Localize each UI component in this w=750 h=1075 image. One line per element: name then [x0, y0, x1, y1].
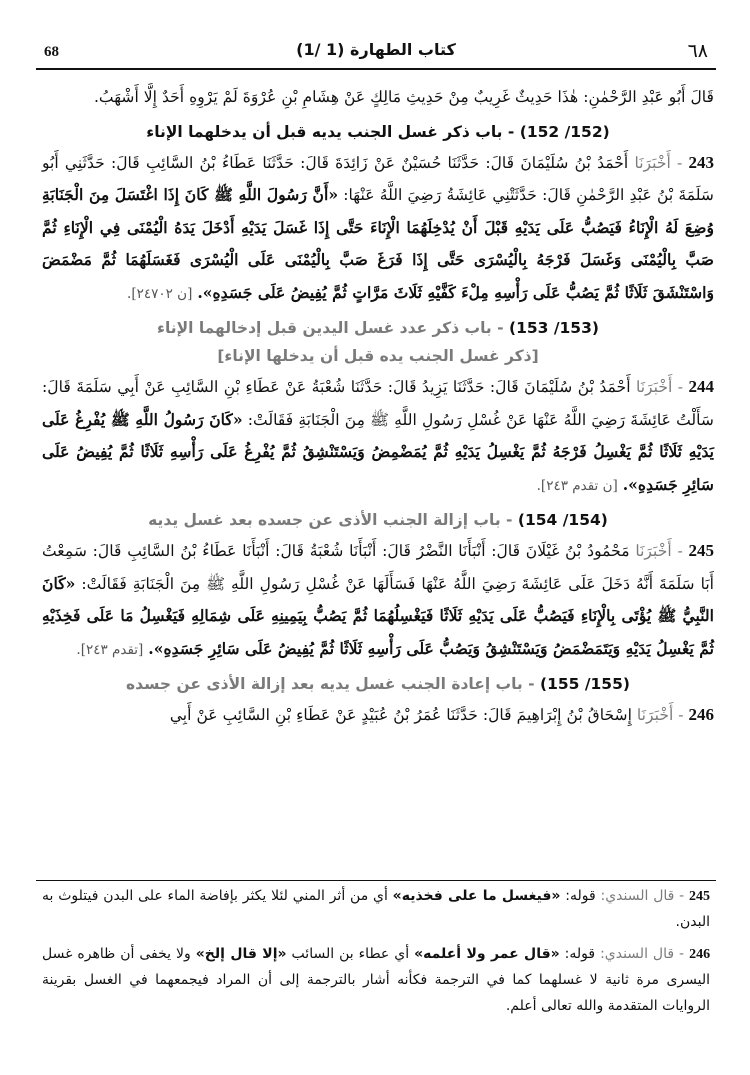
chapter-heading-155 [42, 668, 714, 700]
footnote-lead: - قال السندي: [600, 888, 685, 904]
cross-reference: [ن تقدم ٢٤٣]. [536, 477, 618, 494]
footnote-lead: - قال السندي: [600, 946, 685, 962]
chapter-title: - باب إعادة الجنب غسل يديه بعد إزالة الأذى عن جسده [126, 675, 535, 693]
footnotes [36, 880, 716, 1025]
footnote-number: 245 [689, 889, 711, 904]
isnad-text: أَحْمَدُ بْنُ سُلَيْمَانَ قَالَ: حَدَّثَنَا يَزِيدُ قَالَ: حَدَّثَنَا شُعْبَةُ عَنْ عَطَاءِ بْنِ السَّائِبِ عَنْ أَبِي سَلَمَةَ قَالَ: سَأَلْتُ عَائِشَةَ رَضِيَ اللَّهُ عَنْهَا عَنْ غُسْلِ رَسُولِ اللَّهِ ﷺ مِنَ الْجَنَابَةِ فَقَالَتْ: [42, 378, 714, 429]
hadith-244 [42, 372, 714, 502]
hadith-246 [42, 700, 714, 732]
isnad-text: إِسْحَاقُ بْنُ إِبْرَاهِيمَ قَالَ: حَدَّثَنَا عُمَرُ بْنُ عُبَيْدٍ عَنْ عَطَاءِ بْنِ السَّائِبِ عَنْ أَبِي [169, 706, 632, 724]
hadith-number: 243 [688, 152, 714, 172]
akhbarana-word: - أَخْبَرَنَا [635, 378, 684, 396]
chapter-title: - باب ذكر غسل الجنب يديه قبل أن يدخلهما الإناء [146, 122, 515, 141]
main-text [42, 82, 714, 732]
chapter-heading-154 [42, 504, 714, 536]
footnote-quote: «إلا قال إلخ» [195, 946, 287, 962]
footnote-number: 246 [689, 947, 711, 962]
chapter-title: - باب إزالة الجنب الأذى عن جسده بعد غسل يديه [148, 511, 513, 529]
footnote-text: أي من أثر المني لئلا يكثر بإفاضة الماء على البدن فيتلوث به البدن. [42, 888, 710, 930]
hadith-243 [42, 148, 714, 311]
chapter-heading-152 [42, 116, 714, 148]
intro-paragraph: قَالَ أَبُو عَبْدِ الرَّحْمٰنِ: هٰذَا حَدِيثٌ غَرِيبٌ مِنْ حَدِيثِ مَالِكٍ عَنْ هِشَامِ بْنِ عُرْوَةَ لَمْ يَرْوِهِ أَحَدٌ إِلَّا أَشْهَبُ. [93, 88, 714, 106]
footnote-quote: «فيغسل ما على فخذيه» [392, 888, 561, 904]
akhbarana-word: - أَخْبَرَنَا [635, 542, 683, 560]
footnote-245 [42, 883, 710, 935]
chapter-number: (154/ 154) [517, 511, 608, 529]
chapter-subheading-153: [ذكر غسل الجنب يده قبل أن يدخلها الإناء] [217, 347, 539, 365]
page-number-latin: 68 [44, 44, 59, 60]
chapter-title: - باب ذكر عدد غسل اليدين قبل إدخالهما الإناء [157, 319, 504, 337]
cross-reference: [تقدم ٢٤٣]. [76, 641, 144, 658]
footnote-text: أي عطاء بن السائب [291, 946, 410, 962]
running-title: (1/ 1) كتاب الطهارة [296, 40, 456, 59]
isnad-text: أَحْمَدُ بْنُ سُلَيْمَانَ قَالَ: حَدَّثَنَا حُسَيْنٌ عَنْ زَائِدَةَ قَالَ: حَدَّثَنَا عَطَاءُ بْنُ السَّائِبِ قَالَ: حَدَّثَنِي أَبُو سَلَمَةَ بْنُ عَبْدِ الرَّحْمٰنِ قَالَ: حَدَّثَتْنِي عَائِشَةُ رَضِيَ اللَّهُ عَنْهَا: [42, 153, 714, 204]
footnote-text: ولا يخفى أن ظاهره غسل اليسرى مرة ثانية لا غسلهما كما في الترجمة فكأنه أشار بالترجمة إلى أن المراد فيجمعهما في الغسل بقرينة الروايات المتقدمة والله تعالى أعلم. [42, 946, 710, 1014]
footnote-text: قوله: [564, 946, 596, 962]
chapter-number: (152/ 152) [519, 122, 610, 141]
isnad-text: مَحْمُودُ بْنُ غَيْلَانَ قَالَ: أَنْبَأَنَا النَّضْرُ قَالَ: أَنْبَأَنَا شُعْبَةُ قَالَ: أَنْبَأَنَا عَطَاءُ بْنُ السَّائِبِ قَالَ: سَمِعْتُ أَبَا سَلَمَةَ أَنَّهُ دَخَلَ عَلَى عَائِشَةَ رَضِيَ اللَّهُ عَنْهَا فَسَأَلَهَا عَنْ غُسْلِ رَسُولِ اللَّهِ ﷺ مِنَ الْجَنَابَةِ فَقَالَتْ: [42, 542, 714, 593]
hadith-number: 244 [688, 377, 714, 396]
page-header [36, 38, 716, 70]
hadith-number: 246 [688, 705, 714, 724]
hadith-quote: «كَانَ النَّبِيُّ ﷺ يُؤْتَى بِالْإِنَاءِ فَيَصُبُّ عَلَى يَدَيْهِ ثَلَاثًا فَيَغْسِلُهُمَا ثُمَّ يَصُبُّ بِيَمِينِهِ عَلَى شِمَالِهِ فَيَغْسِلُ مَا عَلَى فَخِذَيْهِ ثُمَّ يَغْسِلُ يَدَيْهِ وَيَتَمَضْمَضُ وَيَسْتَنْشِقُ وَيَصُبُّ عَلَى رَأْسِهِ ثَلَاثًا ثُمَّ يُفِيضُ عَلَى سَائِرِ جَسَدِهِ». [42, 573, 714, 658]
hadith-number: 245 [688, 541, 714, 560]
akhbarana-word: - أَخْبَرَنَا [634, 153, 683, 172]
hadith-quote: «كَانَ رَسُولُ اللَّهِ ﷺ يُفْرِغُ عَلَى يَدَيْهِ ثَلَاثًا ثُمَّ يَغْسِلُ فَرْجَهُ ثُمَّ يَغْسِلُ يَدَيْهِ ثُمَّ يُمَضْمِضُ وَيَسْتَنْشِقُ ثُمَّ يُفْرِغُ عَلَى رَأْسِهِ ثَلَاثًا ثُمَّ يُفِيضُ عَلَى سَائِرِ جَسَدِهِ». [42, 409, 714, 494]
chapter-number: (155/ 155) [540, 675, 630, 693]
akhbarana-word: - أَخْبَرَنَا [636, 706, 684, 724]
footnote-text: قوله: [565, 888, 596, 904]
page-number-arabic: ٦٨ [687, 40, 708, 62]
footnote-246 [42, 941, 710, 1019]
cross-reference: [ن ٢٤٧٠٢]. [127, 285, 193, 302]
hadith-quote: «أَنَّ رَسُولَ اللَّهِ ﷺ كَانَ إِذَا اغْتَسَلَ مِنَ الْجَنَابَةِ وُضِعَ لَهُ الْإِنَاءُ فَيَصُبُّ عَلَى يَدَيْهِ قَبْلَ أَنْ يُدْخِلَهُمَا الْإِنَاءَ حَتَّى إِذَا غَسَلَ يَدَيْهِ أَدْخَلَ يَدَهُ الْيُمْنَى فِي الْإِنَاءِ ثُمَّ صَبَّ بِالْيُمْنَى وَغَسَلَ فَرْجَهُ بِالْيُسْرَى حَتَّى إِذَا فَرَغَ صَبَّ بِالْيُمْنَى عَلَى الْيُسْرَى فَغَسَلَهُمَا ثُمَّ مَضْمَضَ وَاسْتَنْشَقَ ثَلَاثًا ثُمَّ يَصُبُّ عَلَى رَأْسِهِ مِلْءَ كَفَّيْهِ ثَلَاثَ مَرَّاتٍ ثُمَّ يُفِيضُ عَلَى جَسَدِهِ». [42, 185, 714, 302]
chapter-number: (153/ 153) [509, 319, 599, 337]
footnote-quote: «قال عمر ولا أعلمه» [414, 946, 560, 962]
hadith-245 [42, 536, 714, 666]
